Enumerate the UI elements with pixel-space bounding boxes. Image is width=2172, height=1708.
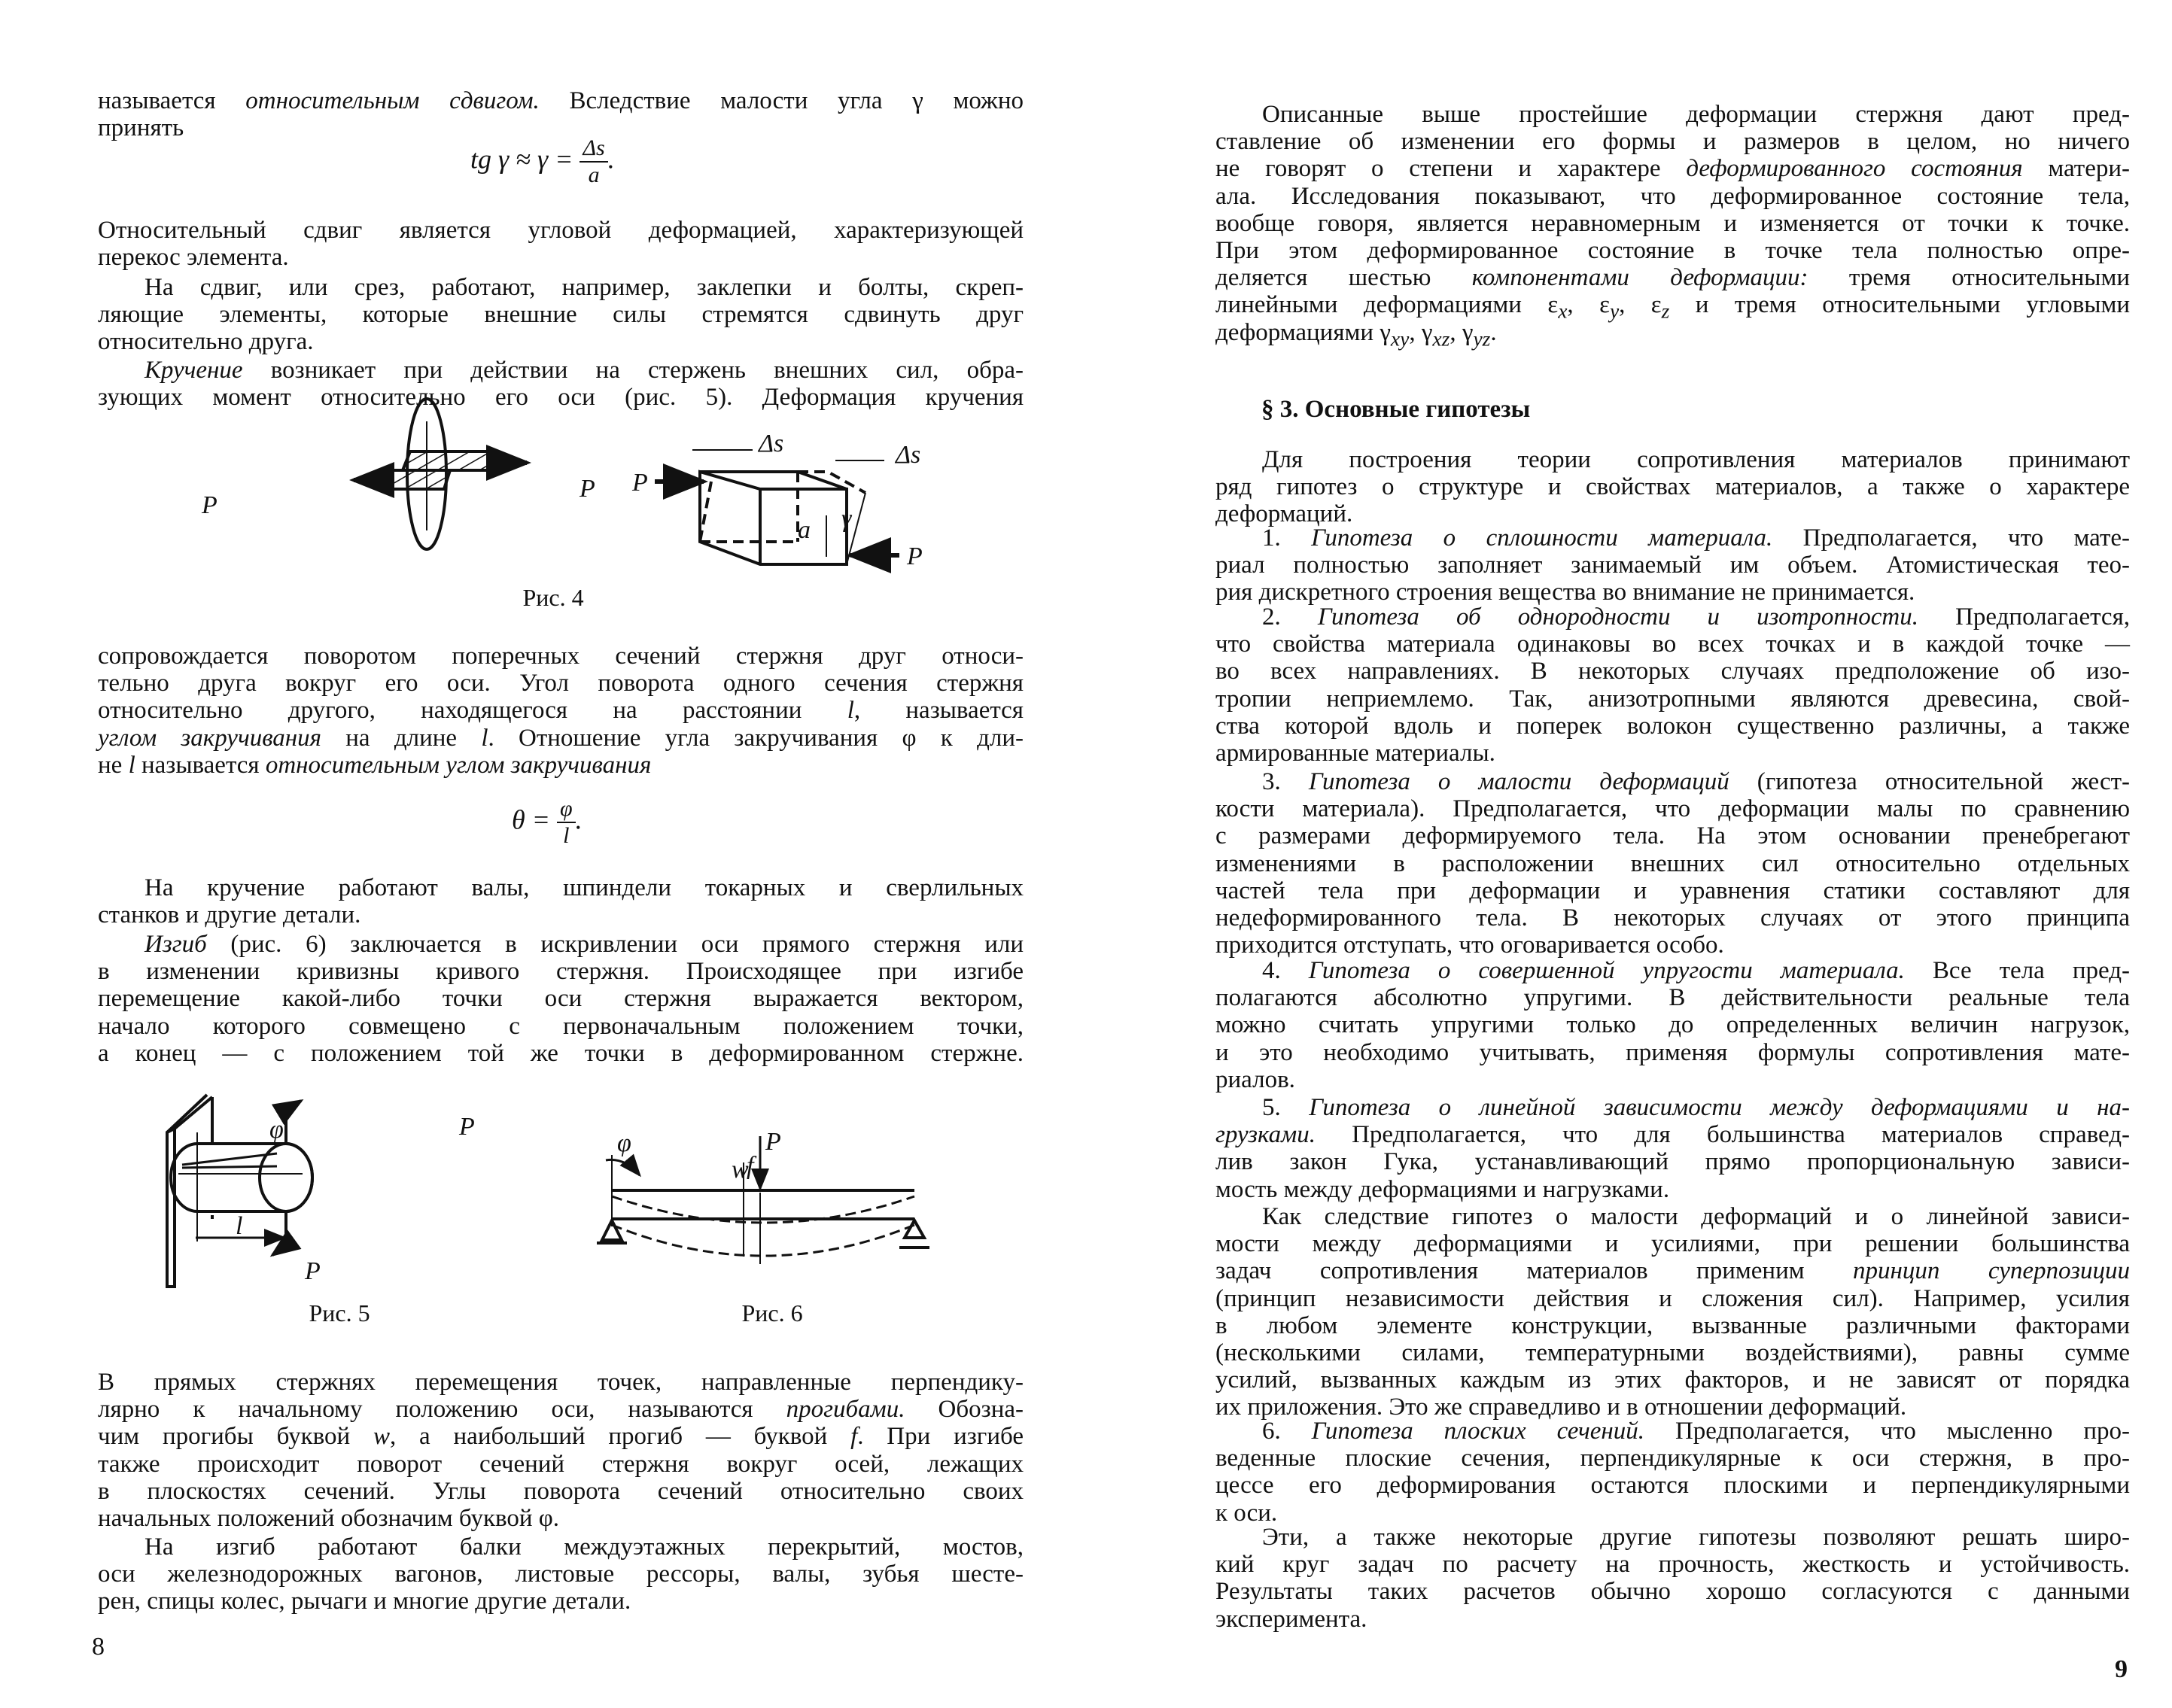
- text-run: чим прогибы буквой: [98, 1423, 373, 1451]
- text-run: В прямых стержнях перемещения точек, направленные перпендику-: [98, 1369, 1024, 1396]
- text-run: возникает при действии на стержень внешних сил, обра-: [242, 357, 1024, 384]
- figure-5-caption: Рис. 5: [309, 1299, 370, 1327]
- text-run: с размерами деформируемого тела. На этом основании пренебрегают: [1215, 822, 2130, 850]
- text-run: называется: [135, 751, 266, 779]
- text-run: На кручение работают валы, шпиндели токарных и сверлильных: [144, 874, 1024, 901]
- text-run: , называется: [853, 697, 1024, 725]
- text-run: Относительный сдвиг является угловой деформацией, характеризующей: [98, 217, 1024, 244]
- text-run: рен, спицы колес, рычаги и многие другие детали.: [98, 1588, 631, 1615]
- text-run: зующих момент относительно его оси (рис. 5). Деформация кручения: [98, 384, 1024, 412]
- subscript: yz: [1473, 327, 1491, 351]
- text-run: ства которой вдоль и поперек волокон существенно различны, а также: [1215, 712, 2130, 740]
- italic-term: w: [373, 1423, 390, 1451]
- figure-4-caption: Рис. 4: [522, 584, 584, 611]
- formula-tail: .: [575, 804, 583, 835]
- text-run: приходится отступать, что оговаривается особо.: [1215, 931, 1724, 959]
- label-l: l: [236, 1212, 243, 1240]
- text-run: (рис. 6) заключается в искривлении оси прямого стержня или: [206, 931, 1024, 958]
- text-run: в плоскостях сечений. Углы поворота сечений относительно своих: [98, 1477, 1024, 1505]
- italic-term: Гипотеза об однородности и изотропности.: [1317, 603, 1919, 631]
- subscript: y: [1609, 299, 1620, 323]
- text-run: 3.: [1262, 768, 1309, 795]
- text-run: , ε: [1619, 291, 1662, 319]
- text-run: Обозна-: [905, 1396, 1024, 1424]
- figure-6-bending-main: [597, 1136, 929, 1264]
- label-P: P: [305, 1257, 321, 1285]
- text-run: недеформированного тела. В некоторых случаях от этого принципа: [1215, 904, 2130, 931]
- text-run: перемещение какой-либо точки оси стержня выражается вектором,: [98, 985, 1024, 1013]
- text-run: (несколькими силами, температурными воздействиями), равны сумме: [1215, 1339, 2130, 1366]
- text-run: 6.: [1262, 1418, 1312, 1445]
- italic-term: Гипотеза о сплошности материала.: [1311, 524, 1773, 552]
- figure-5-torsion-main: [167, 1095, 312, 1287]
- text-run: к оси.: [1215, 1499, 1278, 1527]
- label-phi: φ: [617, 1129, 631, 1157]
- text-run: деляется шестью: [1215, 264, 1472, 292]
- figure-4-rivet: [354, 399, 527, 549]
- italic-term: l: [481, 724, 488, 752]
- italic-term: относительным сдвигом.: [245, 87, 540, 114]
- text-run: Результаты таких расчетов обычно хорошо согласуются с данными: [1215, 1578, 2130, 1606]
- label-P: P: [202, 491, 218, 519]
- text-run: принять: [98, 114, 184, 142]
- text-run: риал полностью заполняет занимаемый им объем. Атомистическая тео-: [1215, 552, 2130, 579]
- text-run: усилий, вызванных каждым из этих факторов, и не зависят от порядка: [1215, 1366, 2130, 1394]
- text-run: оси железнодорожных вагонов, листовые рессоры, валы, зубья шесте-: [98, 1561, 1024, 1588]
- italic-term: углом закручивания: [98, 724, 322, 752]
- text-run: ставление об изменении его формы и размеров в целом, но ничего: [1215, 128, 2130, 156]
- text-run: Предполагается, что мысленно про-: [1644, 1418, 2130, 1445]
- italic-term: относительным углом закручивания: [265, 751, 652, 779]
- section-heading: § 3. Основные гипотезы: [1261, 396, 1531, 423]
- fraction-denominator: l: [563, 823, 570, 848]
- italic-term: прогибами.: [786, 1396, 905, 1424]
- italic-term: Гипотеза о линейной зависимости между деформациями и на-: [1309, 1094, 2130, 1121]
- text-run: начало которого совмещено с первоначальным положением точки,: [98, 1012, 1024, 1040]
- fraction-numerator: Δs: [580, 135, 607, 163]
- fraction-denominator: a: [588, 163, 600, 187]
- text-run: на длине: [321, 724, 482, 752]
- text-run: мости между деформациями и усилиями, при решении большинства: [1215, 1230, 2130, 1258]
- label-delta-s: Δs: [896, 441, 921, 469]
- text-run: называется: [98, 87, 246, 114]
- formula-tail: .: [607, 144, 615, 175]
- text-run: также происходит поворот сечений стержня вокруг осей, лежащих: [98, 1450, 1024, 1478]
- text-run: веденные плоские сечения, перпендикулярные к оси стержня, в про-: [1215, 1445, 2130, 1472]
- text-run: а конец — с положением той же точки в деформированном стержне.: [98, 1039, 1024, 1067]
- text-run: не говорят о степени и характере: [1215, 155, 1687, 183]
- text-run: кости материала). Предполагается, что деформации малы по сравнению: [1215, 795, 2130, 823]
- text-run: лив закон Гука, устанавливающий прямо пропорциональную зависи-: [1215, 1148, 2130, 1176]
- italic-term: Изгиб: [144, 931, 207, 958]
- text-run: можно считать упругими только до определенных величин нагрузок,: [1215, 1011, 2130, 1039]
- text-run: , а наибольший прогиб — буквой: [390, 1423, 851, 1451]
- label-P: P: [580, 475, 595, 503]
- figure-labels-main: [236, 1113, 781, 1240]
- text-run: , γ: [1450, 318, 1474, 346]
- text-run: Вследствие малости угла γ можно: [539, 87, 1024, 114]
- label-P: P: [765, 1128, 781, 1156]
- italic-term: принцип суперпозиции: [1853, 1257, 2131, 1285]
- text-run: вообще говоря, является неравномерным и изменяется от точки к точке.: [1215, 209, 2130, 237]
- text-run: рия дискретного строения вещества во внимание не принимается.: [1215, 579, 1915, 606]
- formula-lhs: θ =: [512, 804, 557, 835]
- label-delta-s: Δs: [759, 430, 784, 457]
- text-run: их приложения. Это же справедливо и в отношении деформаций.: [1215, 1393, 1907, 1421]
- formula-lhs: tg γ ≈ γ =: [470, 144, 580, 175]
- text-run: риалов.: [1215, 1065, 1295, 1093]
- text-run: цессе его деформирования остаются плоскими и перпендикулярными: [1215, 1472, 2130, 1500]
- text-run: относительно друга.: [98, 328, 314, 356]
- text-run: На изгиб работают балки междуэтажных перекрытий, мостов,: [144, 1533, 1024, 1561]
- text-run: .: [1490, 318, 1497, 346]
- text-run: деформациями γ: [1215, 318, 1391, 346]
- text-run: Предполагается, что для большинства материалов справед-: [1315, 1121, 2130, 1149]
- label-P: P: [907, 542, 923, 570]
- page-number-right: 9: [2115, 1655, 2128, 1683]
- subscript: xz: [1432, 327, 1450, 351]
- text-run: что свойства материала одинаковы во всех точках и в каждой точке —: [1215, 631, 2130, 658]
- text-run: перекос элемента.: [98, 244, 289, 272]
- italic-term: грузками.: [1215, 1121, 1316, 1149]
- text-run: На сдвиг, или срез, работают, например, заклепки и болты, скреп-: [144, 274, 1024, 301]
- figure-6-caption: Рис. 6: [741, 1299, 803, 1327]
- figure-4-shear-block-main: [655, 450, 899, 564]
- subscript: z: [1661, 299, 1670, 323]
- text-run: тремя относительными: [1808, 264, 2130, 292]
- text-run: ляющие элементы, которые внешние силы стремятся сдвинуть друг: [98, 301, 1024, 329]
- text-run: относительно другого, находящегося на расстоянии: [98, 697, 847, 725]
- label-f: f: [747, 1152, 754, 1180]
- label-P: P: [632, 469, 648, 497]
- fraction-numerator: φ: [557, 796, 576, 823]
- text-run: во всех направлениях. В некоторых случаях предположение об изо-: [1215, 658, 2130, 685]
- text-run: матери-: [2022, 155, 2131, 183]
- italic-term: Гипотеза о совершенной упругости материала.: [1308, 957, 1905, 984]
- text-run: , γ: [1409, 318, 1433, 346]
- subscript: x: [1558, 299, 1568, 323]
- text-run: армированные материалы.: [1215, 739, 1495, 767]
- italic-term: l: [128, 751, 135, 779]
- text-run: тропии неприемлемо. Так, анизотропными являются древесина, свой-: [1215, 685, 2130, 713]
- page-number-left: 8: [92, 1633, 105, 1661]
- text-run: (принцип независимости действия и сложения сил). Например, усилия: [1215, 1284, 2130, 1312]
- label-a: a: [798, 516, 811, 544]
- text-run: Эти, а также некоторые другие гипотезы позволяют решать широ-: [1262, 1524, 2130, 1551]
- text-run: начальных положений обозначим буквой φ.: [98, 1504, 560, 1532]
- text-run: частей тела при деформации и уравнения статики составляют для: [1215, 877, 2130, 904]
- figure-labels: [201, 430, 923, 1285]
- text-run: изменениями в расположении внешних сил относительно отдельных: [1215, 849, 2130, 877]
- label-gamma: γ: [841, 505, 852, 533]
- text-run: 5.: [1262, 1094, 1310, 1121]
- text-run: Как следствие гипотез о малости деформаций и о линейной зависи-: [1262, 1203, 2130, 1230]
- text-run: Предполагается, что мате-: [1772, 524, 2131, 552]
- text-run: деформаций.: [1215, 500, 1353, 528]
- text-run: (гипотеза относительной жест-: [1729, 768, 2131, 795]
- text-run: 1.: [1262, 524, 1312, 552]
- label-w: w: [732, 1156, 749, 1184]
- italic-term: деформированного состояния: [1686, 155, 2023, 183]
- italic-term: компонентами деформации:: [1471, 264, 1808, 292]
- text-run: сопровождается поворотом поперечных сечений стержня друг относи-: [98, 643, 1024, 670]
- text-run: станков и другие детали.: [98, 901, 361, 929]
- italic-term: Кручение: [144, 357, 243, 384]
- text-run: , ε: [1567, 291, 1610, 319]
- text-run: в изменении кривизны кривого стержня. Происходящее при изгибе: [98, 958, 1024, 986]
- text-run: При этом деформированное состояние в точке тела полностью опре-: [1215, 236, 2130, 264]
- text-run: . При изгибе: [857, 1423, 1024, 1451]
- text-run: тельно друга вокруг его оси. Угол поворота одного сечения стержня: [98, 670, 1024, 697]
- text-run: 4.: [1262, 957, 1309, 984]
- label-P: P: [459, 1113, 475, 1141]
- text-run: кий круг задач по расчету на прочность, жесткость и устойчивость.: [1215, 1551, 2130, 1579]
- italic-term: Гипотеза плоских сечений.: [1311, 1418, 1645, 1445]
- text-run: ала. Исследования показывают, что деформированное состояние тела,: [1215, 182, 2130, 210]
- text-run: лярно к начальному положению оси, называются: [98, 1396, 786, 1424]
- text-run: линейными деформациями ε: [1215, 291, 1559, 319]
- text-run: Предполагается,: [1918, 603, 2131, 631]
- text-run: Все тела пред-: [1904, 957, 2130, 984]
- text-run: . Отношение угла закручивания φ к дли-: [488, 724, 1024, 752]
- text-run: 2.: [1262, 603, 1318, 631]
- text-run: полагаются абсолютно упругими. В действительности реальные тела: [1215, 984, 2130, 1012]
- text-run: и тремя относительными угловыми: [1669, 291, 2131, 319]
- text-run: не: [98, 751, 129, 779]
- italic-term: l: [847, 697, 854, 725]
- text-run: в любом элементе конструкции, вызванные различными факторами: [1215, 1311, 2130, 1339]
- italic-term: f: [850, 1423, 858, 1451]
- text-run: Описанные выше простейшие деформации стержня дают пред-: [1262, 101, 2130, 128]
- subscript: xy: [1390, 327, 1410, 351]
- text-run: задач сопротивления материалов применим: [1215, 1257, 1854, 1285]
- text-run: и это необходимо учитывать, применяя формулы сопротивления мате-: [1215, 1038, 2130, 1066]
- text-run: мость между деформациями и нагрузками.: [1215, 1175, 1670, 1203]
- text-run: эксперимента.: [1215, 1605, 1367, 1633]
- text-run: Для построения теории сопротивления материалов принимают: [1262, 446, 2130, 473]
- label-phi: φ: [269, 1116, 284, 1144]
- italic-term: Гипотеза о малости деформаций: [1308, 768, 1729, 795]
- text-run: ряд гипотез о структуре и свойствах материалов, а также о характере: [1215, 473, 2130, 501]
